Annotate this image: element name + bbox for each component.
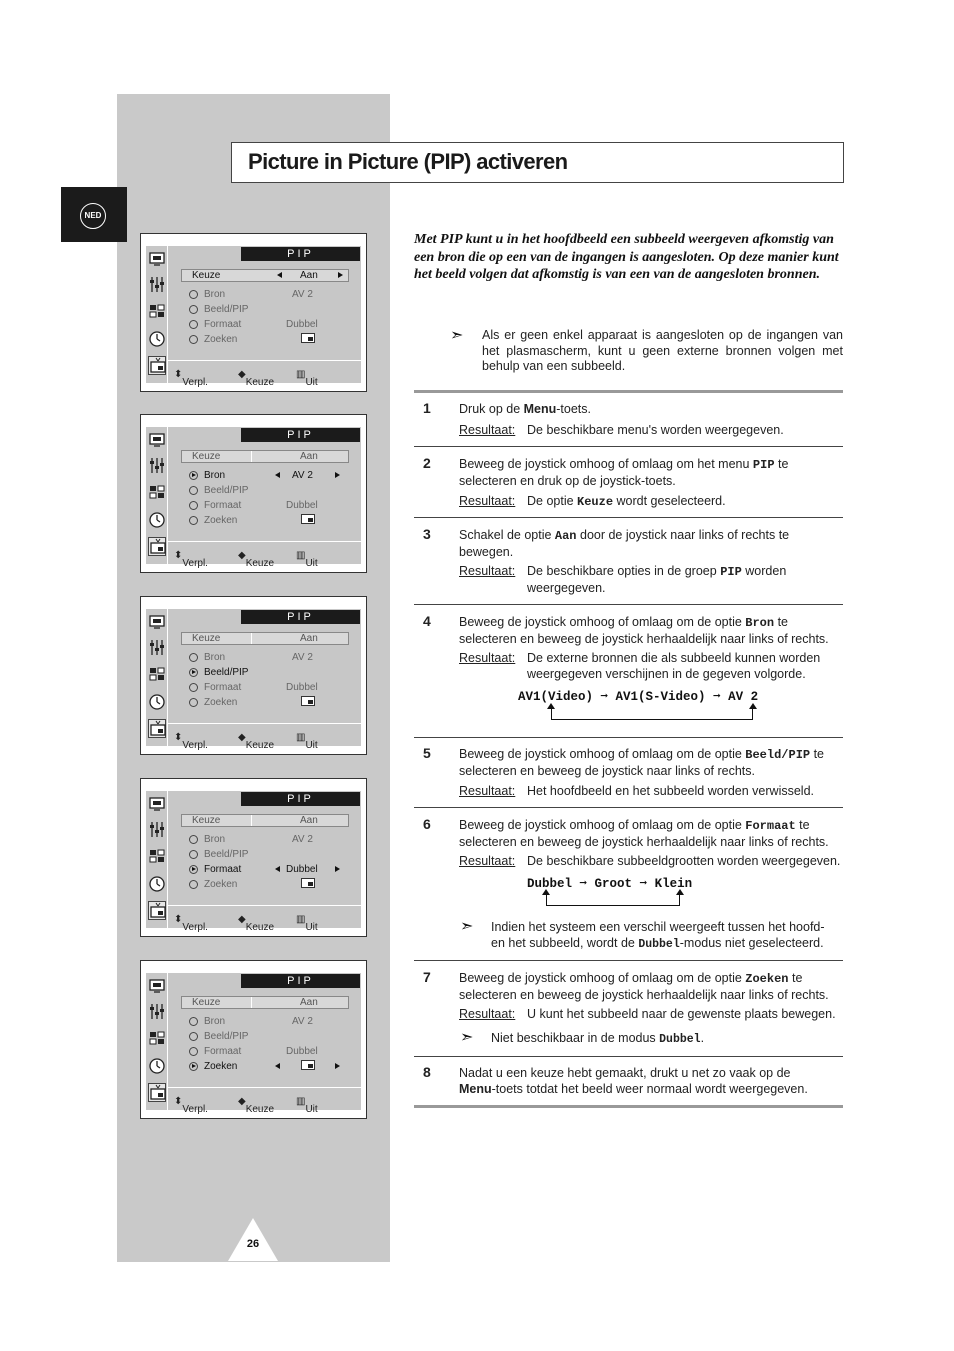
result-text: De beschikbare subbeeldgrootten worden weergegeven.: [527, 854, 841, 868]
note-text: Indien het systeem een verschil weergeeft tussen het hoofd- en het subbeeld, wordt de Dubbel-modus niet geselecteerd.: [491, 920, 825, 951]
osd-footer: ⬍ Verpl. ◆ Keuze ▥ Uit: [168, 723, 361, 746]
pip-icon: [148, 356, 166, 375]
page-title: Picture in Picture (PIP) activeren: [248, 149, 568, 174]
channel-icon: [148, 302, 166, 321]
osd-row-formaat: Formaat Dubbel: [181, 499, 356, 513]
result-label: Resultaat:: [459, 423, 516, 437]
note-arrow-icon: ➣: [450, 327, 464, 344]
picture-icon: [148, 976, 166, 995]
osd-row-formaat: Formaat Dubbel: [181, 318, 356, 332]
language-badge: NED: [80, 203, 106, 229]
result-text: U kunt het subbeeld naar de gewenste plaats bewegen.: [527, 1007, 836, 1021]
osd-icon-bar: [146, 246, 168, 383]
channel-icon: [148, 1029, 166, 1048]
step-number: 1: [423, 400, 431, 416]
osd-row-beeld-pip: Beeld/PIP: [181, 303, 356, 317]
osd-row-bron: Bron AV 2: [181, 1015, 356, 1029]
osd-row-zoeken: Zoeken: [181, 696, 356, 710]
note-arrow-icon: ➣: [460, 1029, 474, 1046]
timer-icon: [148, 329, 166, 348]
pip-icon: [148, 901, 166, 920]
result-text: De beschikbare menu's worden weergegeven.: [527, 423, 784, 437]
divider: [414, 1105, 843, 1108]
osd-header: PIP: [241, 610, 360, 624]
channel-icon: [148, 483, 166, 502]
sequence-loop-arrow: [546, 894, 680, 906]
result-text: Het hoofdbeeld en het subbeeld worden verwisseld.: [527, 784, 814, 798]
osd-icon-bar: [146, 609, 168, 746]
pip-position-icon: [301, 878, 315, 888]
osd-menu: [146, 791, 361, 933]
step-number: 6: [423, 816, 431, 832]
osd-icon-bar: [146, 973, 168, 1110]
osd-row-beeld-pip: Beeld/PIP: [181, 484, 356, 498]
picture-icon: [148, 430, 166, 449]
result-label: Resultaat:: [459, 564, 516, 578]
step-number: 5: [423, 745, 431, 761]
step-text: Druk op de Menu-toets.: [459, 402, 592, 416]
step-text: Beweeg de joystick omhoog of omlaag om de optie Formaat te selecteren en beweeg de joystick herhaaldelijk naar links of rechts.: [459, 818, 829, 849]
note-text: Niet beschikbaar in de modus Dubbel.: [491, 1031, 705, 1046]
divider: [414, 807, 843, 808]
step-number: 7: [423, 969, 431, 985]
sound-icon: [148, 275, 166, 294]
result-text: De beschikbare opties in de groep PIP worden weergegeven.: [527, 564, 787, 595]
step-text: Nadat u een keuze hebt gemaakt, drukt u net zo vaak op de Menu-toets totdat het beeld weer normaal wordt weergegeven.: [459, 1066, 808, 1096]
osd-row-bron: Bron AV 2: [181, 833, 356, 847]
result-label: Resultaat:: [459, 494, 516, 508]
step-number: 4: [423, 613, 431, 629]
size-sequence: Dubbel ➞ Groot ➞ Klein: [527, 877, 693, 891]
divider: [414, 517, 843, 518]
osd-icon-bar: [146, 791, 168, 928]
osd-row-bron: Bron AV 2: [181, 288, 356, 302]
language-tab: [61, 187, 127, 242]
pip-position-icon: [301, 1060, 315, 1070]
picture-icon: [148, 794, 166, 813]
osd-footer: ⬍ Verpl. ◆ Keuze ▥ Uit: [168, 541, 361, 564]
osd-keuze-row: Keuze Aan: [181, 632, 349, 645]
osd-keuze-row: Keuze Aan: [181, 269, 349, 282]
result-text: De externe bronnen die als subbeeld kunnen worden weergegeven verschijnen in de gegeven volgorde.: [527, 651, 821, 681]
step-text: Beweeg de joystick omhoog of omlaag om het menu PIP te selecteren en druk op de joystick-toets.: [459, 457, 789, 488]
step-text: Beweeg de joystick omhoog of omlaag om de optie Beeld/PIP te selecteren en beweeg de joystick naar links of rechts.: [459, 747, 824, 778]
note-arrow-icon: ➣: [460, 918, 474, 935]
sequence-loop-arrow: [551, 708, 753, 720]
step-text: Schakel de optie Aan door de joystick naar links of rechts te bewegen.: [459, 528, 790, 559]
result-label: Resultaat:: [459, 651, 516, 665]
picture-icon: [148, 612, 166, 631]
pip-position-icon: [301, 696, 315, 706]
timer-icon: [148, 510, 166, 529]
osd-row-beeld-pip: Beeld/PIP: [181, 1030, 356, 1044]
step-text: Beweeg de joystick omhoog of omlaag om de optie Bron te selecteren en beweeg de joystick herhaaldelijk naar links of rechts.: [459, 615, 829, 646]
step-text: Beweeg de joystick omhoog of omlaag om de optie Zoeken te selecteren en beweeg de joystick herhaaldelijk naar links of rechts.: [459, 971, 829, 1002]
osd-header: PIP: [241, 792, 360, 806]
result-text: De optie Keuze wordt geselecteerd.: [527, 494, 726, 509]
osd-footer: ⬍ Verpl. ◆ Keuze ▥ Uit: [168, 360, 361, 383]
note-top: Als er geen enkel apparaat is aangesloten op de ingangen van het plasmascherm, kunt u geen externe bronnen volgen met behulp van een subbeeld.: [482, 328, 843, 373]
page-number: 26: [246, 1238, 260, 1250]
osd-icon-bar: [146, 427, 168, 564]
divider: [414, 737, 843, 738]
result-label: Resultaat:: [459, 1007, 516, 1021]
osd-menu: [146, 973, 361, 1115]
sound-icon: [148, 456, 166, 475]
timer-icon: [148, 874, 166, 893]
osd-keuze-row: Keuze Aan: [181, 996, 349, 1009]
step-number: 3: [423, 526, 431, 542]
divider: [414, 390, 843, 393]
osd-header: PIP: [241, 428, 360, 442]
osd-keuze-row: Keuze Aan: [181, 814, 349, 827]
osd-header: PIP: [241, 247, 360, 261]
osd-footer: ⬍ Verpl. ◆ Keuze ▥ Uit: [168, 905, 361, 928]
pip-position-icon: [301, 514, 315, 524]
osd-menu: [146, 609, 361, 751]
osd-screen: [140, 414, 367, 573]
osd-row-bron: Bron AV 2: [181, 651, 356, 665]
title-box: [231, 142, 844, 183]
osd-screen: [140, 960, 367, 1119]
osd-row-zoeken: Zoeken: [181, 333, 356, 347]
osd-row-beeld-pip: Beeld/PIP: [181, 666, 356, 680]
osd-screen: [140, 233, 367, 392]
picture-icon: [148, 249, 166, 268]
divider: [414, 960, 843, 961]
osd-menu: [146, 427, 361, 569]
osd-row-zoeken: Zoeken: [181, 1060, 356, 1074]
step-number: 2: [423, 455, 431, 471]
sound-icon: [148, 820, 166, 839]
intro-text: Met PIP kunt u in het hoofdbeeld een subbeeld weergeven afkomstig van een bron die op een van de ingangen is aangesloten. Op deze manier kunt het beeld volgen dat afkomstig is van een van de aangesloten bronnen.: [414, 232, 839, 283]
timer-icon: [148, 1056, 166, 1075]
pip-icon: [148, 1083, 166, 1102]
osd-row-bron: Bron AV 2: [181, 469, 356, 483]
osd-header: PIP: [241, 974, 360, 988]
divider: [414, 604, 843, 605]
pip-icon: [148, 719, 166, 738]
result-label: Resultaat:: [459, 854, 516, 868]
sound-icon: [148, 1002, 166, 1021]
osd-row-beeld-pip: Beeld/PIP: [181, 848, 356, 862]
osd-row-formaat: Formaat Dubbel: [181, 863, 356, 877]
result-label: Resultaat:: [459, 784, 516, 798]
osd-footer: ⬍ Verpl. ◆ Keuze ▥ Uit: [168, 1087, 361, 1110]
sound-icon: [148, 638, 166, 657]
osd-row-formaat: Formaat Dubbel: [181, 681, 356, 695]
osd-keuze-row: Keuze Aan: [181, 450, 349, 463]
pip-icon: [148, 537, 166, 556]
timer-icon: [148, 692, 166, 711]
channel-icon: [148, 665, 166, 684]
channel-icon: [148, 847, 166, 866]
source-sequence: AV1(Video) ➞ AV1(S-Video) ➞ AV 2: [518, 690, 759, 704]
divider: [414, 446, 843, 447]
osd-row-zoeken: Zoeken: [181, 514, 356, 528]
osd-row-zoeken: Zoeken: [181, 878, 356, 892]
osd-row-formaat: Formaat Dubbel: [181, 1045, 356, 1059]
pip-position-icon: [301, 333, 315, 343]
osd-screen: [140, 596, 367, 755]
osd-screen: [140, 778, 367, 937]
divider: [414, 1056, 843, 1057]
step-number: 8: [423, 1064, 431, 1080]
osd-menu: [146, 246, 361, 388]
